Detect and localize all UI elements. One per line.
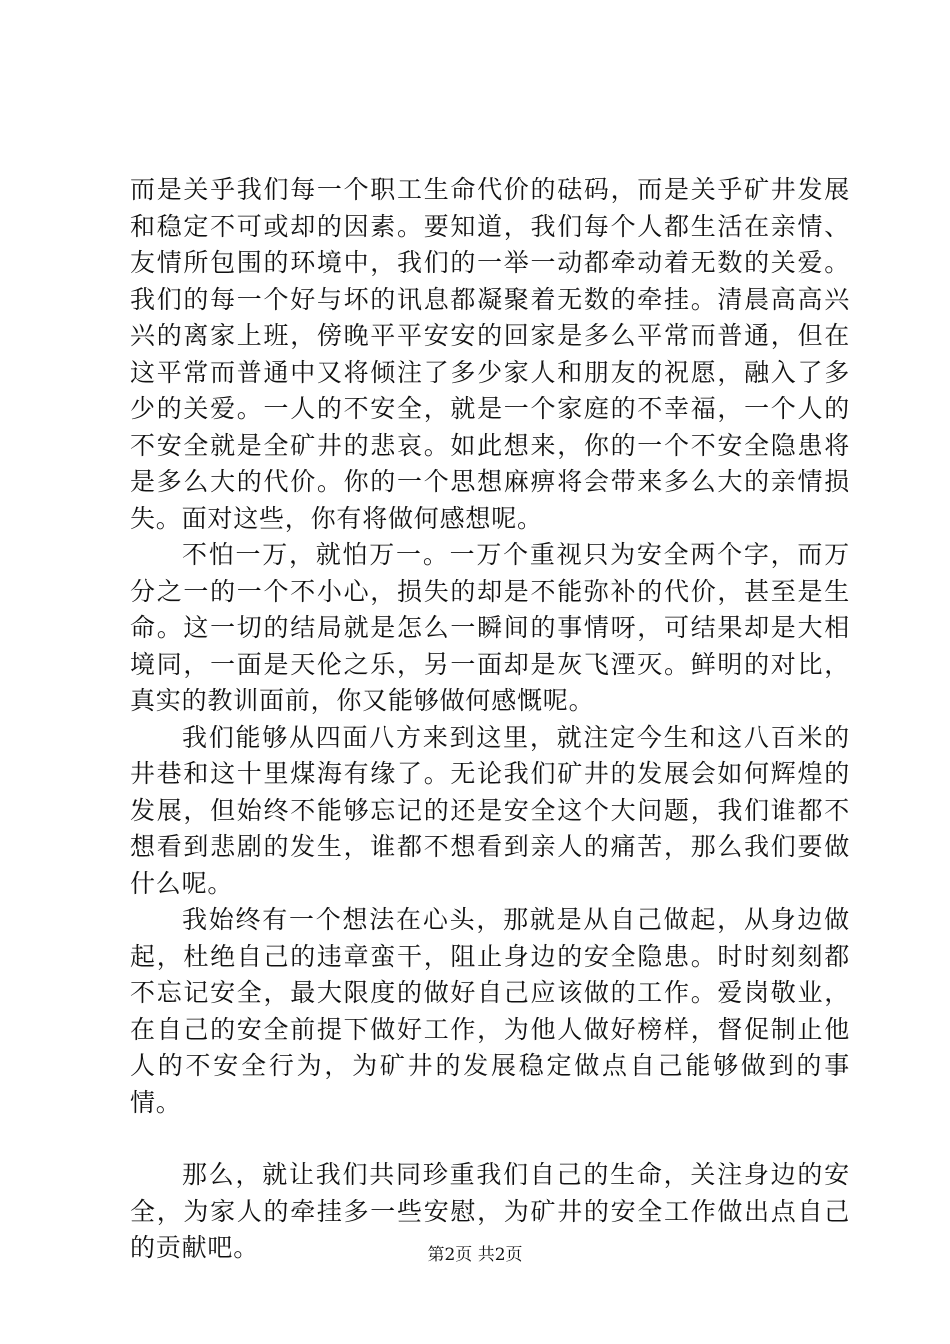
paragraph-3: 我们能够从四面八方来到这里，就注定今生和这八百米的井巷和这十里煤海有缘了。无论我们矿井的发展会如何辉煌的发展，但始终不能够忘记的还是安全这个大问题，我们谁都不想看到悲剧的发生，谁都不想看到亲人的痛苦，那么我们要做什么呢。 [130, 722, 850, 898]
page-footer: 第2页 共2页 [427, 1245, 523, 1265]
paragraph-1: 而是关乎我们每一个职工生命代价的砝码，而是关乎矿井发展和稳定不可或却的因素。要知道，我们每个人都生活在亲情、友情所包围的环境中，我们的一举一动都牵动着无数的关爱。我们的每一个好与坏的讯息都凝聚着无数的牵挂。清晨高高兴兴的离家上班，傍晚平平安安的回家是多么平常而普通，但在这平常而普通中又将倾注了多少家人和朋友的祝愿，融入了多少的关爱。一人的不安全，就是一个家庭的不幸福，一个人的不安全就是全矿井的悲哀。如此想来，你的一个不安全隐患将是多么大的代价。你的一个思想麻痹将会带来多么大的亲情损失。面对这些，你有将做何感想呢。 [130, 175, 850, 533]
document-body [130, 172, 850, 1267]
paragraph-2: 不怕一万，就怕万一。一万个重视只为安全两个字，而万分之一的一个不小心，损失的却是不能弥补的代价，甚至是生命。这一切的结局就是怎么一瞬间的事情呀，可结果却是大相境同，一面是天伦之乐，另一面却是灰飞湮灭。鲜明的对比，真实的教训面前，你又能够做何感慨呢。 [130, 540, 850, 715]
paragraph-4: 我始终有一个想法在心头，那就是从自己做起，从身边做起，杜绝自己的违章蛮干，阻止身边的安全隐患。时时刻刻都不忘记安全，最大限度的做好自己应该做的工作。爱岗敬业，在自己的安全前提下做好工作，为他人做好榜样，督促制止他人的不安全行为，为矿井的发展稳定做点自己能够做到的事情。 [130, 905, 850, 1117]
paragraph-5: 那么，就让我们共同珍重我们自己的生命，关注身边的安全，为家人的牵挂多一些安慰，为矿井的安全工作做出点自己的贡献吧。 [130, 1160, 850, 1262]
